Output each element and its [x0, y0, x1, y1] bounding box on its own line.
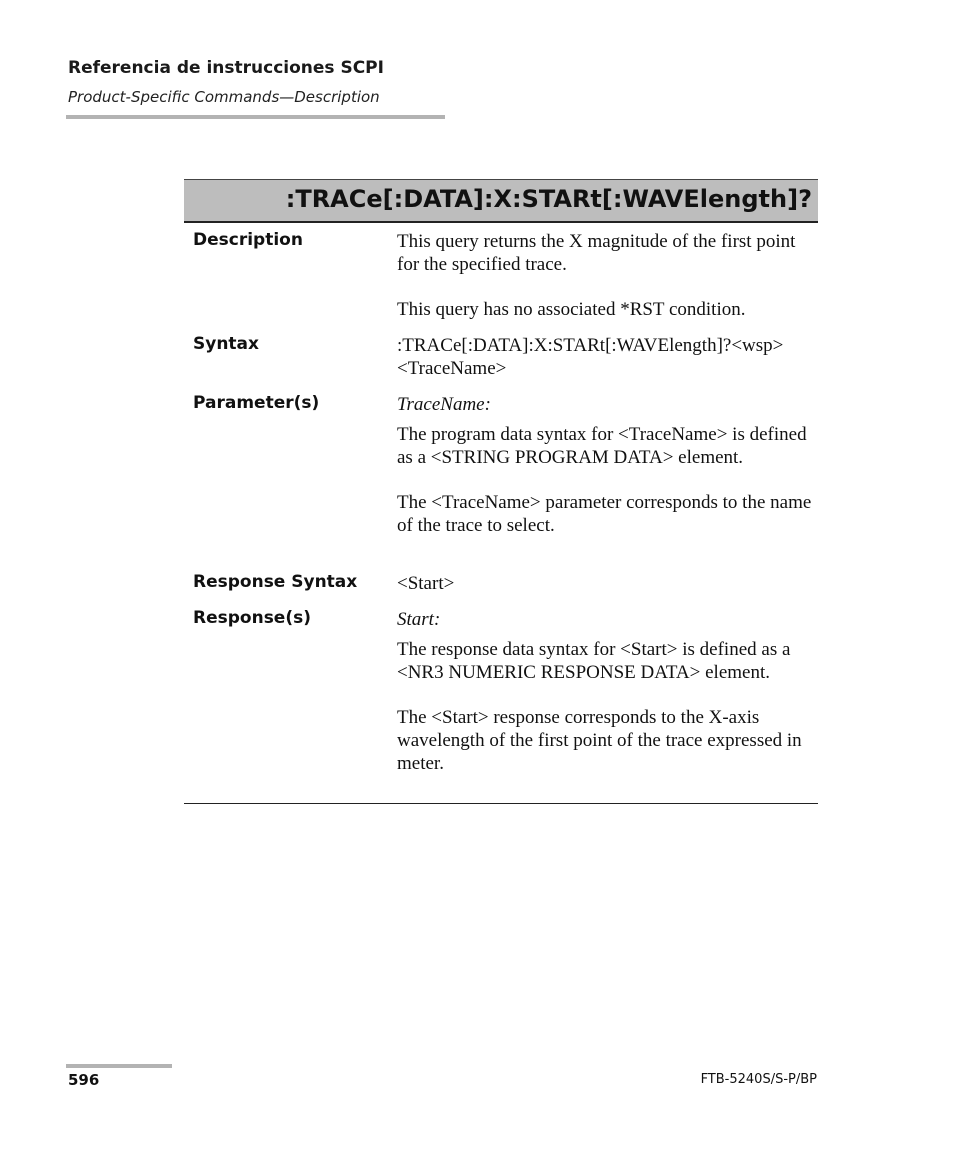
running-header-subtitle: Product-Specific Commands—Description — [68, 88, 380, 106]
syntax-label: Syntax — [193, 334, 259, 354]
parameter-name: TraceName: — [397, 394, 491, 415]
response-syntax-label: Response Syntax — [193, 572, 358, 592]
running-header-title: Referencia de instrucciones SCPI — [68, 58, 384, 78]
response-syntax-content — [397, 572, 817, 595]
header-divider — [66, 115, 445, 119]
command-title: :TRACe[:DATA]:X:STARt[:WAVElength]? — [285, 185, 812, 213]
syntax-line-1: :TRACe[:DATA]:X:STARt[:WAVElength]?<wsp> — [397, 335, 784, 356]
description-label: Description — [193, 230, 303, 250]
parameters-label: Parameter(s) — [193, 393, 320, 413]
response-text-1: The response data syntax for <Start> is defined as a <NR3 NUMERIC RESPONSE DATA> element. — [397, 639, 791, 683]
description-text-1: This query returns the X magnitude of the first point for the specified trace. — [397, 231, 796, 275]
responses-content — [397, 608, 817, 775]
response-name: Start: — [397, 609, 441, 630]
parameters-content — [397, 393, 817, 537]
response-syntax-value: <Start> — [397, 573, 455, 594]
product-code: FTB-5240S/S-P/BP — [700, 1072, 817, 1087]
responses-label: Response(s) — [193, 608, 311, 628]
footer-divider — [66, 1064, 172, 1068]
page-number: 596 — [68, 1071, 100, 1089]
description-content — [397, 230, 817, 321]
syntax-line-2: <TraceName> — [397, 358, 507, 379]
command-title-bar — [184, 179, 818, 223]
parameter-text-1: The program data syntax for <TraceName> is defined as a <STRING PROGRAM DATA> element. — [397, 424, 807, 468]
description-text-2: This query has no associated *RST condition. — [397, 299, 746, 320]
table-bottom-rule — [184, 803, 818, 804]
response-text-2: The <Start> response corresponds to the X-axis wavelength of the first point of the trace expressed in meter. — [397, 707, 802, 774]
syntax-content — [397, 334, 817, 380]
parameter-text-2: The <TraceName> parameter corresponds to the name of the trace to select. — [397, 492, 812, 536]
